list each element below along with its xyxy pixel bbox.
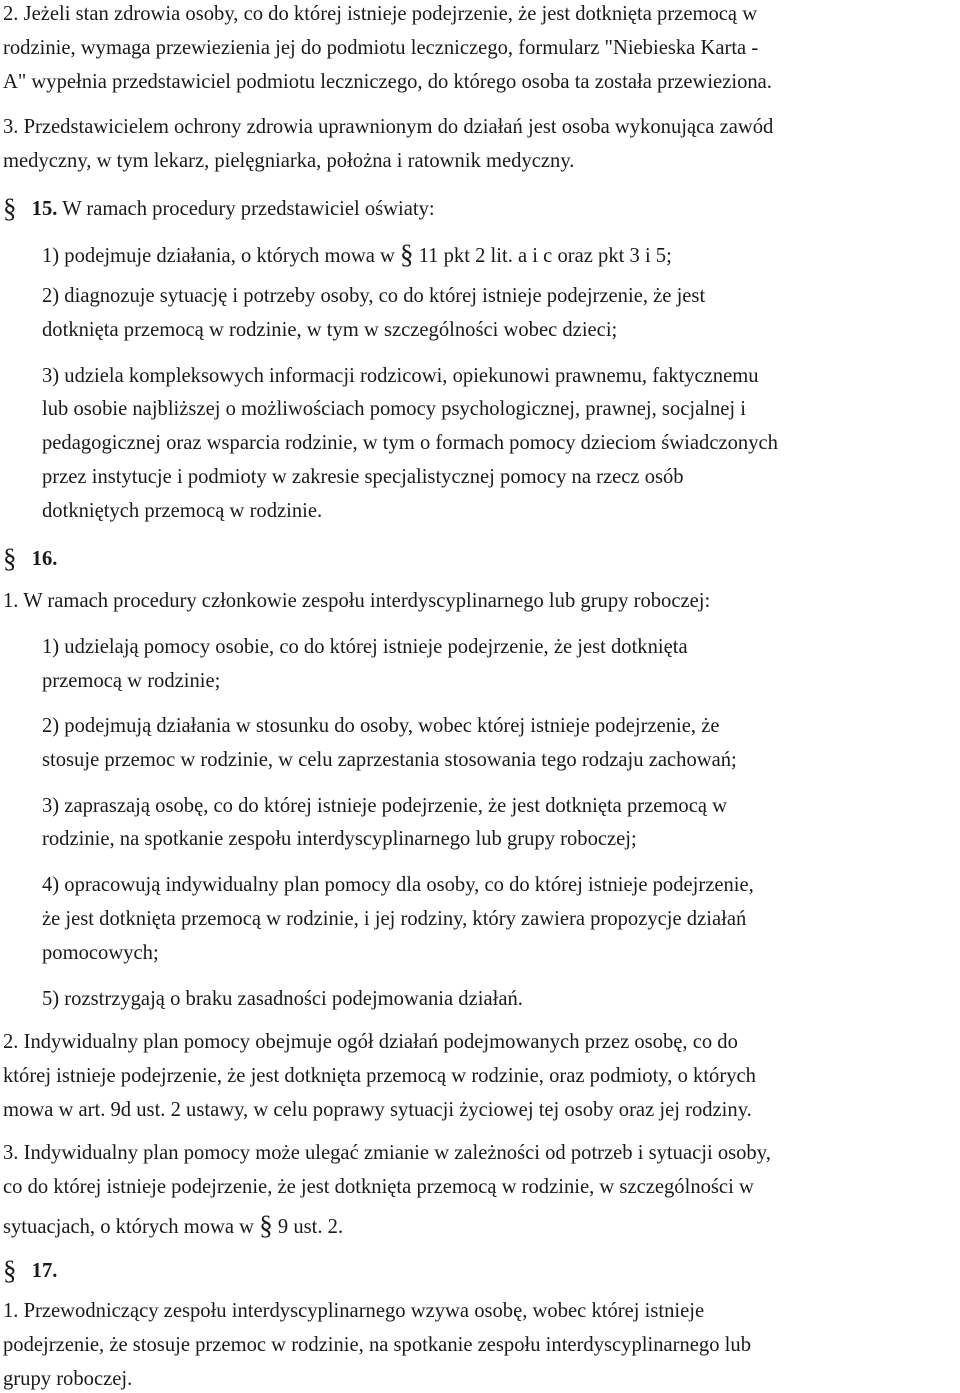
list-item-line: 4) opracowują indywidualny plan pomocy dla osoby, co do której istnieje podejrzenie, xyxy=(42,874,754,896)
section-sign: § xyxy=(3,1255,17,1285)
list-item-line: stosuje przemoc w rodzinie, w celu zaprzestania stosowania tego rodzaju zachowań; xyxy=(42,749,737,771)
paragraph-line: 1. W ramach procedury członkowie zespołu interdyscyplinarnego lub grupy roboczej: xyxy=(3,590,711,612)
list-item-line: przez instytucje i podmioty w zakresie specjalistycznej pomocy na rzecz osób xyxy=(42,466,684,488)
list-item-line: 1) udzielają pomocy osobie, co do której istnieje podejrzenie, że jest dotknięta xyxy=(42,636,688,658)
paragraph-line: mowa w art. 9d ust. 2 ustawy, w celu poprawy sytuacji życiowej tej osoby oraz jej rodziny. xyxy=(3,1099,752,1121)
list-item-line: dotkniętych przemocą w rodzinie. xyxy=(42,500,323,522)
section-sign: § xyxy=(259,1210,273,1240)
paragraph-line: grupy roboczej. xyxy=(3,1368,133,1390)
section-sign: § xyxy=(3,543,17,573)
section-15-heading-row xyxy=(3,193,435,223)
paragraph-line: 3. Indywidualny plan pomocy może ulegać zmianie w zależności od potrzeb i sytuacji osoby, xyxy=(3,1142,771,1164)
paragraph-line: 2. Jeżeli stan zdrowia osoby, co do której istnieje podejrzenie, że jest dotknięta przemocą w xyxy=(3,3,758,25)
paragraph-line: 1. Przewodniczący zespołu interdyscyplinarnego wzywa osobę, wobec której istnieje xyxy=(3,1300,705,1322)
list-item-line: 2) podejmują działania w stosunku do osoby, wobec której istnieje podejrzenie, że xyxy=(42,715,720,737)
section-15-text: W ramach procedury przedstawiciel oświaty: xyxy=(62,198,435,220)
paragraph-line: A" wypełnia przedstawiciel podmiotu leczniczego, do którego osoba ta została przewieziona. xyxy=(3,71,772,93)
paragraph-line: której istnieje podejrzenie, że jest dotknięta przemocą w rodzinie, oraz podmioty, o których xyxy=(3,1065,756,1087)
paragraph-line: 2. Indywidualny plan pomocy obejmuje ogół działań podejmowanych przez osobę, co do xyxy=(3,1031,738,1053)
paragraph-text: sytuacjach, o których mowa w xyxy=(3,1216,260,1238)
paragraph-line: 3. Przedstawicielem ochrony zdrowia uprawnionym do działań jest osoba wykonująca zawód xyxy=(3,116,774,138)
list-item-line xyxy=(42,240,672,267)
list-item-line: pomocowych; xyxy=(42,942,159,964)
section-17-number: 17. xyxy=(31,1260,58,1282)
list-item-text: 1) podejmuje działania, o których mowa w xyxy=(42,245,400,267)
paragraph-line xyxy=(3,1211,343,1238)
list-item-line: lub osobie najbliższej o możliwościach pomocy psychologicznej, prawnej, socjalnej i xyxy=(42,398,746,420)
list-item-line: 5) rozstrzygają o braku zasadności podejmowania działań. xyxy=(42,988,523,1010)
section-sign: § xyxy=(3,193,17,223)
paragraph-line: podejrzenie, że stosuje przemoc w rodzinie, na spotkanie zespołu interdyscyplinarnego lub xyxy=(3,1334,751,1356)
section-16-number: 16. xyxy=(31,548,58,570)
paragraph-line: rodzinie, wymaga przewiezienia jej do podmiotu leczniczego, formularz "Niebieska Karta - xyxy=(3,37,759,59)
section-sign: § xyxy=(400,239,414,269)
list-item-line: 3) udziela kompleksowych informacji rodzicowi, opiekunowi prawnemu, faktycznemu xyxy=(42,365,759,387)
section-15-number: 15. xyxy=(31,198,58,220)
paragraph-text: 9 ust. 2. xyxy=(272,1216,344,1238)
list-item-line: że jest dotknięta przemocą w rodzinie, i jej rodziny, który zawiera propozycje działań xyxy=(42,908,747,930)
list-item-line: 3) zapraszają osobę, co do której istnieje podejrzenie, że jest dotknięta przemocą w xyxy=(42,795,728,817)
paragraph-line: co do której istnieje podejrzenie, że jest dotknięta przemocą w rodzinie, w szczególności w xyxy=(3,1176,754,1198)
list-item-line: dotknięta przemocą w rodzinie, w tym w szczególności wobec dzieci; xyxy=(42,319,618,341)
list-item-text: 11 pkt 2 lit. a i c oraz pkt 3 i 5; xyxy=(413,245,672,267)
list-item-line: pedagogicznej oraz wsparcia rodzinie, w tym o formach pomocy dzieciom świadczonych xyxy=(42,432,778,454)
list-item-line: rodzinie, na spotkanie zespołu interdyscyplinarnego lub grupy roboczej; xyxy=(42,828,637,850)
section-16-heading-row xyxy=(3,543,58,573)
list-item-line: przemocą w rodzinie; xyxy=(42,670,221,692)
list-item-line: 2) diagnozuje sytuację i potrzeby osoby, co do której istnieje podejrzenie, że jest xyxy=(42,285,706,307)
section-17-heading-row xyxy=(3,1255,58,1285)
paragraph-line: medyczny, w tym lekarz, pielęgniarka, położna i ratownik medyczny. xyxy=(3,150,575,172)
